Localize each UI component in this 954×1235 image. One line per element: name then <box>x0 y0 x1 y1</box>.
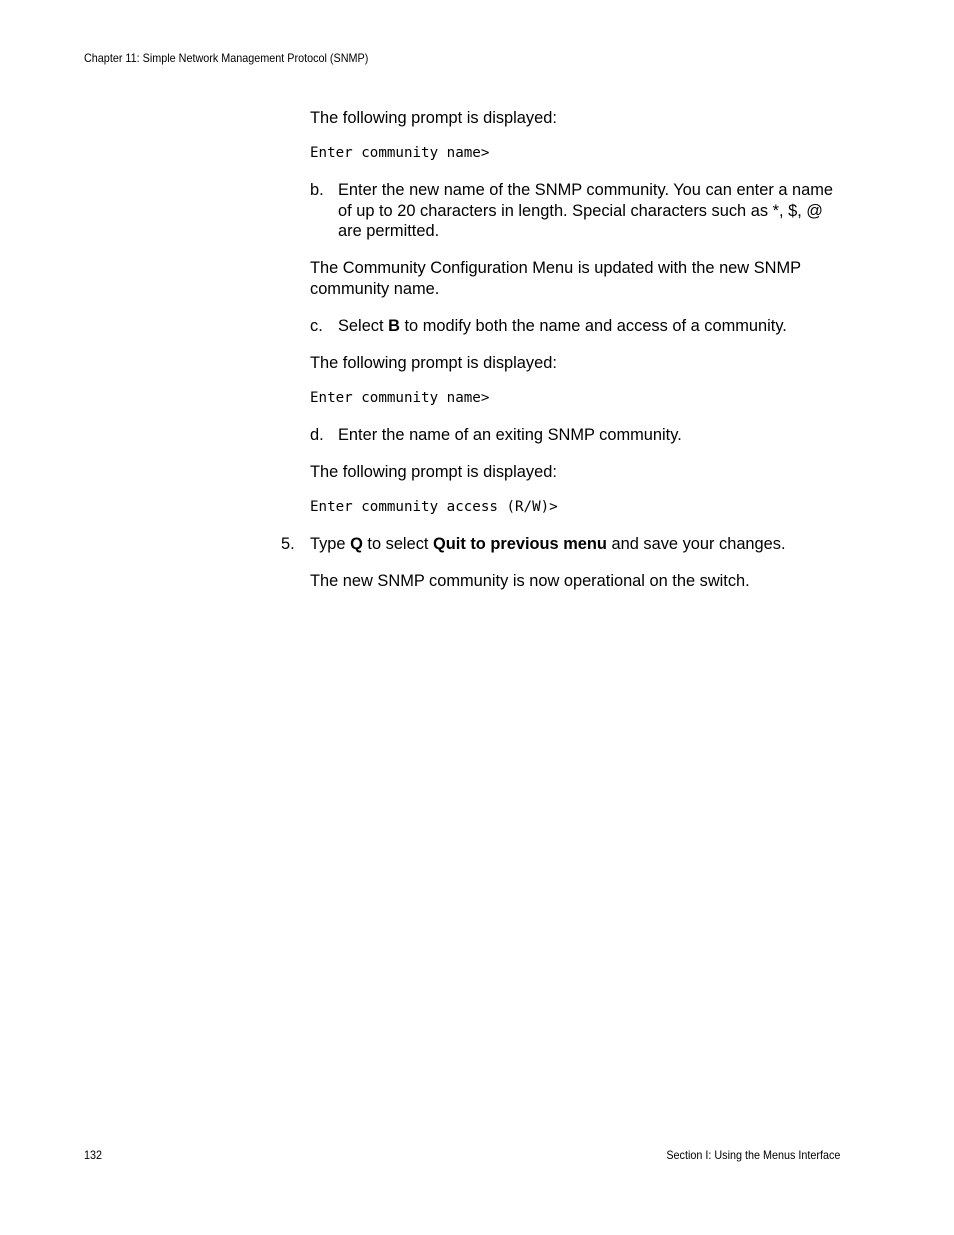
list-item-d <box>310 425 840 446</box>
step-label: 5. <box>281 535 295 553</box>
paragraph-operational: The new SNMP community is now operational on the switch. <box>310 572 750 590</box>
step-text <box>310 534 851 555</box>
paragraph-prompt-3: The following prompt is displayed: <box>310 463 557 481</box>
step-5 <box>281 534 851 555</box>
page-number: 132 <box>84 1148 103 1162</box>
list-item-b <box>310 180 840 242</box>
list-text-d: Enter the name of an exiting SNMP community. <box>338 426 682 444</box>
text-run: Select <box>338 317 389 335</box>
list-item-c <box>310 316 840 337</box>
list-label-b: b. <box>310 181 324 199</box>
list-text-c <box>338 316 840 337</box>
code-prompt-1: Enter community name> <box>310 145 490 161</box>
bold-key: Q <box>350 535 363 553</box>
running-header: Chapter 11: Simple Network Management Protocol (SNMP) <box>84 51 369 65</box>
text-run: Type <box>310 535 351 553</box>
text-run: to modify both the name and access of a community. <box>399 317 787 335</box>
list-label-d: d. <box>310 426 324 444</box>
paragraph-prompt-2: The following prompt is displayed: <box>310 354 557 372</box>
list-text-b: Enter the new name of the SNMP community. You can enter a name of up to 20 characters in length. Special characters such as *, $, @ are permitted. <box>338 181 834 240</box>
running-footer: Section I: Using the Menus Interface <box>665 1148 840 1162</box>
code-prompt-3: Enter community access (R/W)> <box>310 499 558 515</box>
code-prompt-2: Enter community name> <box>310 390 490 406</box>
list-label-c: c. <box>310 317 323 335</box>
paragraph-menu-updated: The Community Configuration Menu is updated with the new SNMP community name. <box>310 259 801 298</box>
text-run: and save your changes. <box>606 535 786 553</box>
paragraph-prompt-1: The following prompt is displayed: <box>310 109 557 127</box>
text-run: to select <box>362 535 433 553</box>
bold-menu-option: Quit to previous menu <box>433 535 607 553</box>
bold-key: B <box>388 317 400 335</box>
